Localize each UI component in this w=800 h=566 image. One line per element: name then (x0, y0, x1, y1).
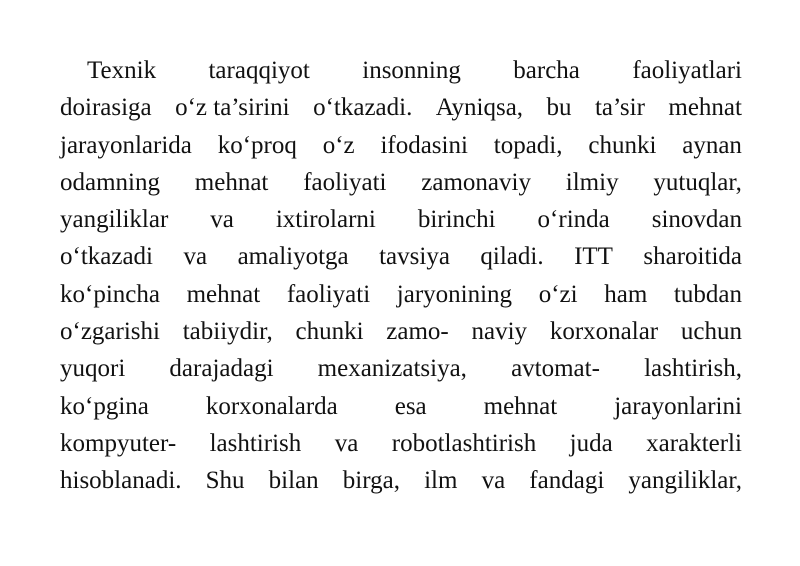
word: o‘zgarishi (60, 318, 160, 346)
word: juda (569, 429, 613, 457)
word: yutuqlar, (653, 168, 742, 196)
text-line (60, 201, 742, 238)
word: qiladi. (480, 243, 544, 271)
word: amaliyotga (237, 243, 349, 271)
word: ko‘pincha (60, 280, 160, 308)
word: ITT (574, 243, 613, 271)
word: o‘tkazadi. (313, 94, 413, 122)
word: topadi, (493, 131, 563, 159)
word: va (334, 429, 359, 457)
word: tavsiya (379, 243, 450, 271)
word: ta’sir (594, 94, 645, 122)
text-line (60, 238, 742, 275)
word: va (183, 243, 208, 271)
text-line (60, 164, 742, 201)
word: Ayniqsa, (435, 94, 524, 122)
paragraph (60, 52, 742, 500)
word: korxonalarda (205, 392, 338, 420)
word: ixtirolarni (275, 206, 376, 234)
word: ko‘pgina (60, 392, 149, 420)
word: jarayonlarini (614, 392, 742, 420)
word: esa (394, 392, 427, 420)
word: Texnik (87, 57, 157, 84)
word: darajadagi (169, 355, 274, 383)
word: sharoitida (643, 243, 742, 271)
word: mexanizatsiya, (317, 355, 467, 383)
word: jarayonlarida (60, 131, 192, 159)
text-line (60, 89, 742, 126)
word: va (210, 206, 234, 234)
word: o‘tkazadi (60, 243, 154, 271)
word: ilmiy (565, 168, 619, 196)
word: yangiliklar, (628, 467, 742, 495)
word: ifodasini (380, 131, 468, 159)
word: jaryonining (396, 280, 513, 308)
word: avtomat- (511, 355, 600, 383)
word: doirasiga (60, 94, 152, 122)
word: o‘z ta’sirini (175, 94, 290, 122)
word: yangiliklar (60, 206, 169, 234)
word: yuqori (60, 355, 126, 383)
text-line (60, 276, 742, 313)
word: chunki (588, 131, 657, 159)
word: faoliyati (286, 280, 371, 308)
text-line (60, 462, 742, 499)
word: mehnat (194, 168, 269, 196)
word: faoliyatlari (632, 57, 742, 84)
text-line (60, 52, 742, 89)
word: kompyuter- (60, 429, 177, 457)
text-line (60, 313, 742, 350)
word: zamonaviy (421, 168, 531, 196)
word: barcha (513, 57, 580, 84)
word: Shu (205, 467, 245, 495)
word: naviy (471, 318, 528, 346)
word: taraqqiyot (208, 57, 310, 84)
word: mehnat (668, 94, 742, 122)
word: lashtirish, (644, 355, 742, 383)
word: odamning (60, 168, 160, 196)
text-line (60, 388, 742, 425)
word: bilan (268, 467, 319, 495)
word: ko‘proq (217, 131, 297, 159)
word: hisoblanadi. (60, 467, 182, 495)
word: xarakterli (646, 429, 742, 457)
text-line (60, 127, 742, 164)
word: sinovdan (651, 206, 742, 234)
word: birinchi (417, 206, 496, 234)
word: chunki (295, 318, 364, 346)
word: o‘rinda (537, 206, 610, 234)
text-line (60, 350, 742, 387)
word: mehnat (186, 280, 261, 308)
word: ilm (424, 467, 458, 495)
word: mehnat (483, 392, 558, 420)
text-line (60, 425, 742, 462)
word: o‘z (322, 131, 355, 159)
word: zamo- (386, 318, 449, 346)
word: tubdan (673, 280, 742, 308)
word: fandagi (529, 467, 605, 495)
word: faoliyati (303, 168, 387, 196)
word: va (481, 467, 506, 495)
word: o‘zi (538, 280, 578, 308)
word: robotlashtirish (391, 429, 537, 457)
word: lashtirish (209, 429, 302, 457)
word: insonning (362, 57, 461, 84)
word: bu (546, 94, 572, 122)
word: ham (604, 280, 648, 308)
word: tabiiydir, (182, 318, 273, 346)
word: uchun (680, 318, 742, 346)
word: birga, (342, 467, 400, 495)
word: aynan (682, 131, 742, 159)
word: korxonalar (549, 318, 659, 346)
